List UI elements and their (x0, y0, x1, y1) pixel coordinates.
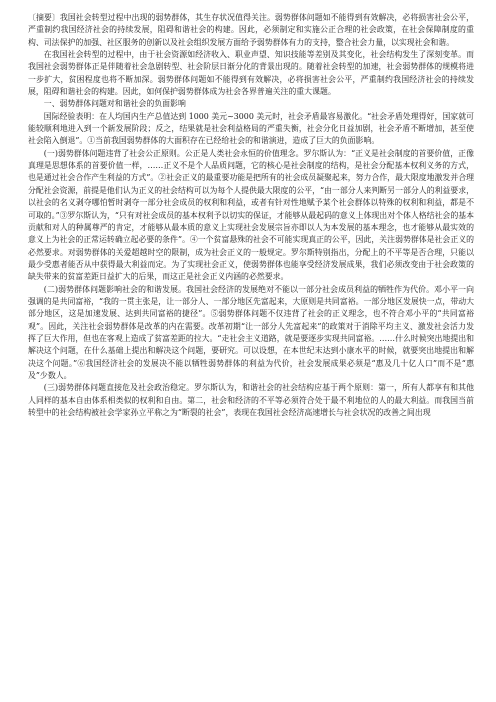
abstract-paragraph: 〔摘要〕我国社会转型过程中出现的弱势群体，其生存状况值得关注。弱势群体问题如不能得到有效解决，必将损害社会公平，严重制约我国经济社会的持续发展，阻碍和谐社会的构建。因此，必须制定和实施公正合理的社会政策，在社会保障制度的重构、司法保护的加强、社区服务的创新以及社会组织发展方面给予弱势群体有力的支持，整合社会力量，以实现社会和谐。 (28, 13, 474, 47)
section-heading: 一、弱势群体问题对和谐社会的负面影响 (43, 99, 186, 109)
intro-paragraph: 在我国社会转型的过程中，由于社会资源如经济收入、职业声望、知识技能等差别及其变化，社会结构发生了深刻变革。而我国社会弱势群体正是伴随着社会急剧转型、社会阶层日渐分化的背景出现的。随着社会转型的加速，社会弱势群体的规模将进一步扩大，贫困程度也将不断加深。弱势群体问题如不能得到有效解决，必将损害社会公平，严重制约我国经济社会的持续发展，阻碍和谐社会的构建。因此，如何保护弱势群体成为社会各界普遍关注的重大课题。 (28, 50, 474, 97)
body-paragraph: (三)弱势群体问题直接危及社会政治稳定。罗尔斯认为，和谐社会的社会结构应基于两个原则：第一，所有人都享有和其他人同样的基本自由体系相类似的权利和自由。第二，社会和经济的不平等必须符合处于最不利地位的人的最大利益。而我国当前转型中的社会结构被社会学家孙立平称之为“断裂的社会”，表现在我国社会经济高速增长与社会状况的改善之间出现 (28, 383, 474, 417)
body-paragraph: 国际经验表明：在人均国内生产总值达到 1000 美元~3000 美元时，社会矛盾最容易激化。“社会矛盾处理得好，国家就可能较顺利地进入到一个新发展阶段；反之，结果就是社会利益格局的严重失衡，社会分化日益加剧，社会矛盾不断增加，甚至使社会陷入倒退”。①当前我国弱势群体的大面积存在已经给社会的和谐演进，造成了巨大的负面影响。 (28, 111, 474, 146)
body-paragraph: (二)弱势群体问题影响社会的和谐发展。我国社会经济的发展绝对不能以一部分社会成员利益的牺牲作为代价。邓小平一向强调的是共同富裕，“我的一贯主张是，让一部分人、一部分地区先富起来，大原则是共同富裕。一部分地区发展快一点，带动大部分地区，这是加速发展、达到共同富裕的捷径”。⑤弱势群体问题不仅违背了社会的正义理念，也不符合邓小平的“共同富裕观”。因此，关注社会弱势群体是改革的内在需要。改革初期“让一部分人先富起来”的政策对于消除平均主义、激发社会活力发挥了巨大作用，但也在客观上造成了贫富差距的拉大。“走社会主义道路，就是要逐步实现共同富裕。……什么时候突出地提出和解决这个问题，在什么基础上提出和解决这个问题，要研究。可以设想，在本世纪末达到小康水平的时候，就要突出地提出和解决这个问题。”⑥我国经济社会的发展决不能以牺牲弱势群体的利益为代价，社会发展成果必须是“惠及几十亿人口”而不是“惠及”少数人。 (28, 284, 474, 380)
body-paragraph: (一)弱势群体问题违背了社会公正原则。公正是人类社会永恒的价值理念。罗尔斯认为：“正义是社会制度的首要价值，正像真理是思想体系的首要价值一样，……正义不是个人品质问题，它的核心是社会制度的结构，是社会分配基本权利义务的方式，也是通过社会合作产生利益的方式”。②社会正义的最重要功能是把所有的社会成员凝聚起来，努力合作，最大限度地激发并合理分配社会资源，前提是他们认为正义的社会结构可以为每个人提供最大限度的公平，“由一部分人来判断另一部分人的利益要求，以社会的名义剥夺哪怕暂时剥夺一部分社会成员的权利和利益，或者有针对性地赋予某个社会群体以特殊的权利和利益，都是不可取的。”③罗尔斯认为，“只有对社会成员的基本权利予以切实的保证，才能够从最起码的意义上体现出对个体人格结社会的基本贡献和对人的种属尊严的肯定，才能够从最本质的意义上实现社会发展宗旨亦即以人为本发展的基本理念，也才能够从最实效的意义上为社会的正常运转确立起必要的条件”。④一个贫富悬殊的社会不可能实现真正的公平，因此，关注弱势群体是社会正义的必然要求。对弱势群体的关爱超越时空的限制，成为社会正义的一般规定。罗尔斯特别指出，分配上的不平等是否合理，只能以最少受惠者能否从中获得最大利益而定。为了实现社会正义，使弱势群体也能享受经济发展成果，我们必须改变由于社会政策的缺失带来的贫富差距日益扩大的后果，而这正是社会正义内涵的必然要求。 (28, 148, 474, 282)
